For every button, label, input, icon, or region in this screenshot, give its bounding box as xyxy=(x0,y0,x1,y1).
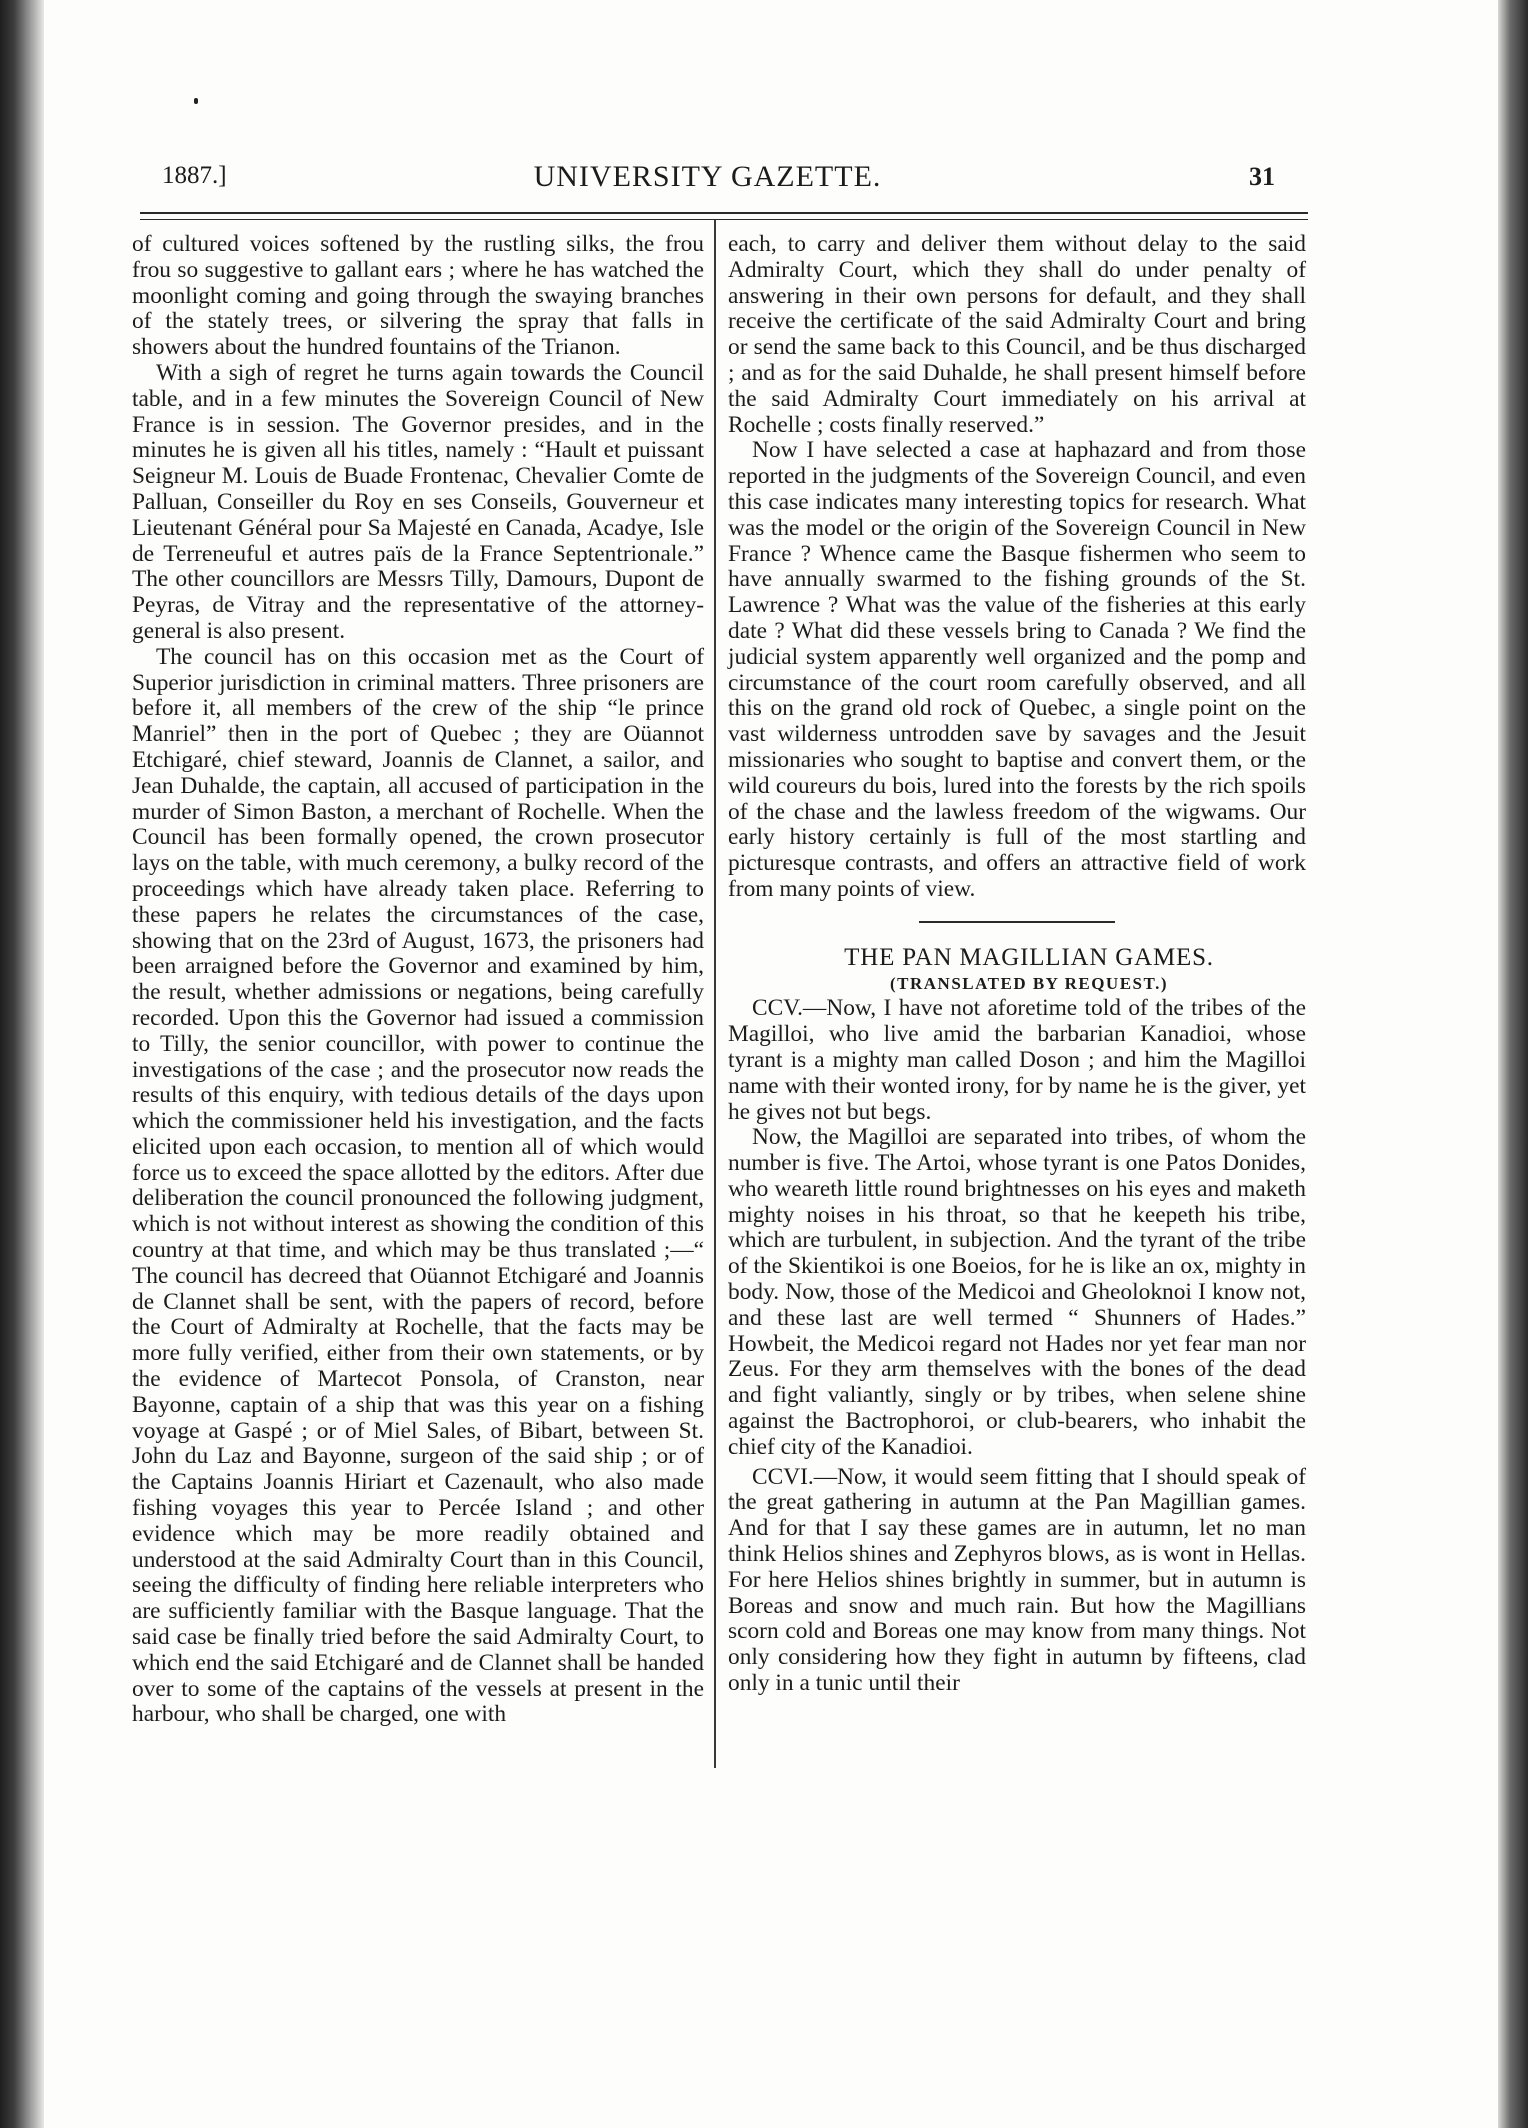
paragraph: Now I have selected a case at haphazard and from those reported in the judgments of the Sovereign Council, and even this case indicates many interesting topics for research. What was the model or the origin of the Sovereign Council in New France ? Whence came the Basque fishermen who seem to have annually swarmed to the fishing grounds of the St. Lawrence ? What was the value of the fisheries at this early date ? What did these vessels bring to Canada ? We find the judicial system apparently well organized and the pomp and circumstance of the court room carefully observed, and all this on the grand old rock of Quebec, a single point on the vast wilderness untrodden save by savages and the Jesuit missionaries who sought to baptise and convert them, or the wild coureurs du bois, lured into the forests by the rich spoils of the chase and the lawless freedom of the wigwams. Our early history certainly is full of the most startling and picturesque contrasts, and offers an attractive field of work from many points of view. xyxy=(728,437,1306,902)
page-header xyxy=(140,156,1275,200)
paragraph: of cultured voices softened by the rustling silks, the frou frou so suggestive to gallant ears ; where he has watched the moonlight coming and going through the swaying branches of the stately trees, or silvering the spray that falls in showers about the hundred fountains of the Trianon. xyxy=(132,231,704,361)
paragraph: The council has on this occasion met as the Court of Superior jurisdiction in criminal matters. Three prisoners are before it, all members of the crew of the ship “le prince Manriel” then in the port of Quebec ; they are Oüannot Etchigaré, chief steward, Joannis de Clannet, a sailor, and Jean Duhalde, the captain, all accused of participation in the murder of Simon Baston, a merchant of Rochelle. When the Council has been formally opened, the crown prosecutor lays on the table, with much ceremony, a bulky record of the proceedings which have already taken place. Referring to these papers he relates the circumstances of the case, showing that on the 23rd of August, 1673, the prisoners had been arraigned before the Governor and examined by him, the result, whether admissions or negations, being carefully recorded. Upon this the Governor had issued a commission to Tilly, the senior councillor, with power to continue the investigations of the case ; and the prosecutor now reads the results of this enquiry, with tedious details of the days upon which the commissioner held his investigation, and the facts elicited upon each occasion, to mention all of which would force us to exceed the space allotted by the editors. After due deliberation the council pronounced the following judgment, which is not without interest as showing the condition of this country at that time, and which may be thus translated ;—“ The council has decreed that Oüannot Etchigaré and Joannis de Clannet shall be sent, with the papers of record, before the Court of Admiralty at Rochelle, that the facts may be more fully verified, either from their own statements, or by the evidence of Martecot Ponsola, of Cranston, near Bayonne, captain of a ship that was this year on a fishing voyage at Gaspé ; or of Miel Sales, of Bibart, between St. John du Laz and Bayonne, surgeon of the said ship ; or of the Captains Joannis Hiriart et Cazenault, who also made fishing voyages this year to Percée Island ; and other evidence which may be more readily obtained and understood at the said Admiralty Court than in this Council, seeing the difficulty of finding here reliable interpreters who are sufficiently familiar with the Basque language. That the said case be finally tried before the said Admiralty Court, to which end the said Etchigaré and de Clannet shall be handed over to some of the captains of the vessels at present in the harbour, who shall be charged, one with xyxy=(132,643,704,1728)
header-rule-thin xyxy=(140,219,1308,220)
section-separator xyxy=(919,921,1115,923)
paragraph: CCVI.—Now, it would seem fitting that I should speak of the great gathering in autumn at the Pan Magillian games. And for that I say these games are in autumn, let no man think Helios shines and Zephyros blows, as is wont in Hellas. For here Helios shines brightly in summer, but in autumn is Boreas and snow and much rain. But how the Magillians scorn cold and Boreas one may know from many things. Not only considering how they fight in autumn by fifteens, clad only in a tunic until their xyxy=(728,1463,1306,1697)
section-title: THE PAN MAGILLIAN GAMES. xyxy=(844,943,1214,971)
header-date: 1887.] xyxy=(162,162,227,189)
page-edge-right xyxy=(1498,0,1528,2128)
section-subtitle: (TRANSLATED BY REQUEST.) xyxy=(890,973,1168,993)
right-column xyxy=(728,232,1306,1697)
column-divider xyxy=(714,220,716,1768)
paragraph: CCV.—Now, I have not aforetime told of the tribes of the Magilloi, who live amid the barbarian Kanadioi, whose tyrant is a mighty man called Doson ; and him the Magilloi name with their wonted irony, for by name he is the giver, yet he gives not but begs. xyxy=(728,995,1306,1125)
paragraph: With a sigh of regret he turns again towards the Council table, and in a few minutes the Sovereign Council of New France is in session. The Governor presides, and in the minutes he is given all his titles, namely : “Hault et puissant Seigneur M. Louis de Buade Frontenac, Chevalier Comte de Palluan, Conseiller du Roy en ses Conseils, Gouverneur et Lieutenant Général pour Sa Majesté en Canada, Acadye, Isle de Terreneuful et autres païs de la France Septentrionale.” The other councillors are Messrs Tilly, Damours, Dupont de Peyras, de Vitray and the representative of the attorney-general is also present. xyxy=(132,359,704,644)
ink-speck xyxy=(194,98,198,104)
paragraph: Now, the Magilloi are separated into tribes, of whom the number is five. The Artoi, whose tyrant is one Patos Donides, who weareth little round brightnesses on his eyes and maketh mighty noises in his throat, so that he keepeth his tribe, which are turbulent, in subjection. And the tyrant of the tribe of the Skientikoi is one Boeios, for he is like an ox, mighty in body. Now, those of the Medicoi and Gheoloknoi I know not, and these last are well termed “ Shunners of Hades.” Howbeit, the Medicoi regard not Hades nor yet fear man nor Zeus. For they arm themselves with the bones of the dead and fight valiantly, singly or by tribes, when selene shine against the Bactrophoroi, or club-bearers, who inhabit the chief city of the Kanadioi. xyxy=(728,1124,1306,1460)
page-edge-left xyxy=(0,0,44,2128)
left-column xyxy=(132,232,704,1728)
paragraph: each, to carry and deliver them without delay to the said Admiralty Court, which they shall do under penalty of answering in their own persons for default, and they shall receive the certificate of the said Admiralty Court and bring or send the same back to this Council, and be thus discharged ; and as for the said Duhalde, he shall present himself before the said Admiralty Court immediately on his arrival at Rochelle ; costs finally reserved.” xyxy=(728,231,1306,438)
page-number: 31 xyxy=(1249,162,1275,191)
header-title: UNIVERSITY GAZETTE. xyxy=(533,160,882,193)
header-rule xyxy=(140,212,1308,214)
